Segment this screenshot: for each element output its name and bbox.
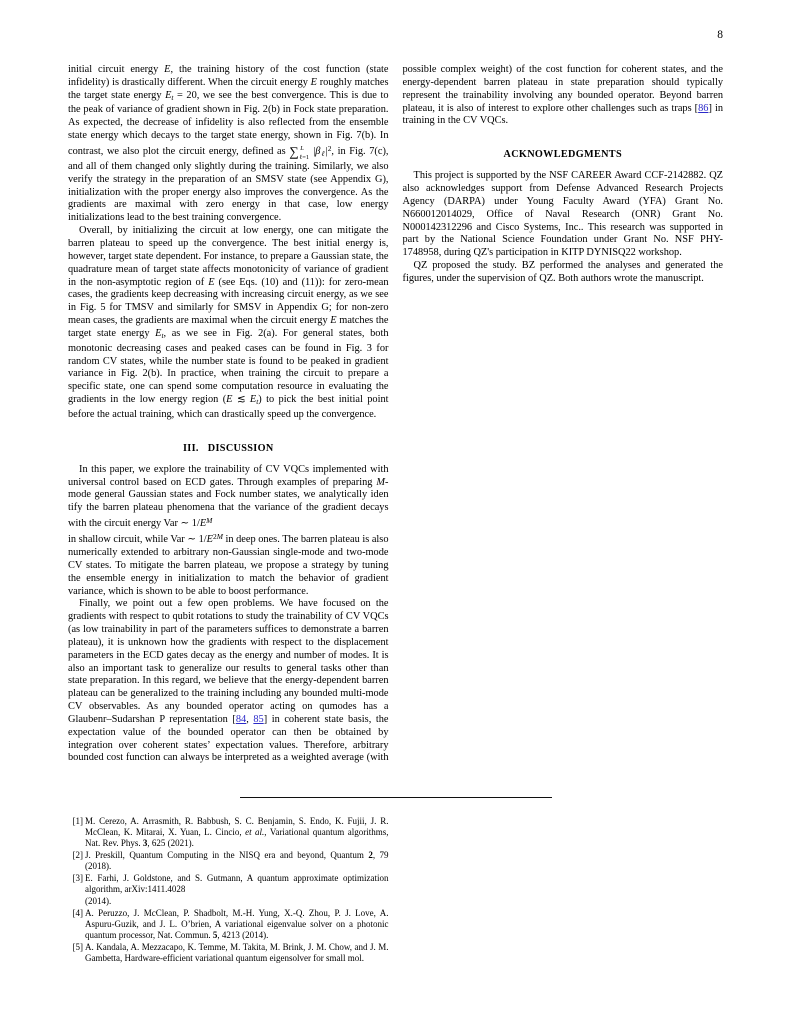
reference-text: A. Kandala, A. Mezzacapo, K. Temme, M. Takita, M. Brink, J. M. Chow, and J. M. Gambetta, Hardware-efficient variational quantum eigensolver for small mol. <box>85 942 389 964</box>
reference-volume: 5 <box>212 930 218 941</box>
section-heading-acknowledgments: ACKNOWLEDGMENTS <box>503 149 622 161</box>
reference-item <box>68 942 389 964</box>
reference-pages: 625 <box>151 838 166 849</box>
paragraph-discussion-intro: In this paper, we explore the trainability of CV VQCs implemented with universal control based on ECD gates. Through examples of preparing M-mode general Gaus​sian states and Fock number states, we analytically iden​tify the barren plateau phenomena that the variance of the gradient decays with the circuit energy Var ∼ $1/E^M$ <box>68 463 389 530</box>
paragraph-contributions: QZ proposed the study. BZ performed the analyses and generated the figures, under the supervision of QZ. Both authors wrote the manuscript. <box>402 260 723 284</box>
citation-link-86[interactable]: 86 <box>698 102 709 114</box>
reference-number: [5] <box>72 942 83 953</box>
section-number: III. <box>182 442 199 454</box>
sum-expression: ∑ L ℓ=1 <box>289 143 310 161</box>
paragraph-shallow-circuit: in shallow circuit, while Var ∼ $1/E^{2M}$ in deep ones. The barren plateau is also numerically extended to arbitrary non-Gaussian single-mode and two-mode CV states. To mitigate the barren plateau, we propose a strategy by tuning the ensemble energy in initialization to match the behavior of gradient variance, which is shown to be able to boost performance. <box>68 532 389 597</box>
reference-number: [3] <box>72 873 83 884</box>
reference-item <box>68 850 389 872</box>
reference-list-left <box>68 816 389 896</box>
reference-year: (2018) <box>85 861 109 872</box>
reference-year: (2014) <box>242 930 267 941</box>
paragraph-open-problems: Finally, we point out a few open problems. We have focused on the gradients with respect to qubit rotations to study the trainability of CV VQCs (as low trainability in part of the parameters suffices to demonstrate a bar​ren plateau), it is unknown how the gradients with re​spect to the displacement parameters in the ECD gates decay as the energy and number of modes. It is also an important task to generalize our results to general tasks other than state preparation. In this regard, we believe that the energy-dependent barren plateau can be generalized to the training including any bounded multi-mode CV observables. As any bounded operator acting on qumodes has a Glaubenr–Sudarshan P repre​sentation [84, 85] in coherent state basis, the expecta​tion value of the bounded operator can then be obtained by integration over coherent states’ expectation values. Therefore, arbitrary bounded cost function can always be interpreted as a weighted average (with possible com​plex weight) of the cost function for coherent states, and the energy-dependent barren plateau in state preparation should typically represent the trainability involving any bounded operator. Beyond barren plateau, it is also of interest to explore other challenges such as traps [86] in training in the CV VQCs. <box>68 64 723 764</box>
paragraph-overall: Overall, by initializing the circuit at low energy, one can mitigate the barren plateau to speed up the conver​gence. The best initial energy is, however, target state dependent. For instance, to prepare a Gaussian state, the quadrature mean of target state affects monotonic​ity of variance of gradient in the non-asymptotic region of E (see Eqs. (10) and (11)): for zero-mean cases, the gradients keep decreasing with increasing circuit energy, as we see in Fig. 5 for TMSV and similarly for SMSV in Appendix G; for non-zero mean cases, the gradients are maximal when the circuit energy E matches the tar​get state energy $E_t$, as we see in Fig. 2(a). For general states, both monotonic decreasing cases and peaked cases can be found in Fig. 3 for random CV states, while the number state is found to be peaked in gradient variance in Fig. 2(b). In practice, when training the circuit to prepare a specific state, one can spend some computa​tion resource in evaluating the gradients in the low en​ergy region (E ≲ $E_t$) to pick the best initial point before the actual training, which can drastically speed up the convergence. <box>68 225 389 420</box>
reference-list-right <box>68 896 389 964</box>
reference-volume: 2 <box>368 850 373 861</box>
reference-year: (2021) <box>167 838 192 849</box>
citation-link-84[interactable]: 84 <box>235 713 247 725</box>
reference-pages: 79 <box>379 850 389 861</box>
reference-text: (2014). <box>85 896 112 907</box>
reference-number: [4] <box>72 908 83 918</box>
references-section <box>68 816 723 1016</box>
paragraph-funding: This project is supported by the NSF CAREER Award CCF-2142882. QZ also acknowledges support from Defense Advanced Research Projects Agency (DARPA) under Young Faculty Award (YFA) Grant No. N660012014029, Office of Naval Research (ONR) Grant No. N000142312296 and Cisco Systems, Inc.. This research was supported in part by the National Science Foundation under Grant No. NSF PHY-1748958, during QZ's participation in KITP DYNISQ22 workshop. <box>402 170 723 259</box>
section-heading-discussion <box>68 442 389 455</box>
reference-item-continuation <box>68 896 389 907</box>
reference-volume: 3 <box>142 838 148 849</box>
page-number: 8 <box>717 29 723 41</box>
citation-link-85[interactable]: 85 <box>253 713 264 725</box>
references-separator-rule <box>240 797 552 798</box>
reference-text: A. Peruzzo, J. McClean, P. Shadbolt, M.-H. Yung, X.-Q. Zhou, P. J. Love, A. Aspuru-Guzik, and J. L. O’brien, A variational eigenvalue solver on a photonic quantum processor, Nat. Commun. 5, 4213 (2014). <box>85 908 389 941</box>
reference-text: M. Cerezo, A. Arrasmith, R. Babbush, S. C. Benjamin, S. Endo, K. Fujii, J. R. McClean, K. Mitarai, X. Yuan, L. Cincio, et al., Variational quantum algorithms, Nat. Rev. Phys. 3, 625 (2021). <box>85 816 389 849</box>
two-column-body <box>68 64 723 776</box>
reference-number: [1] <box>72 816 83 826</box>
reference-item <box>68 816 389 850</box>
reference-item <box>68 873 389 895</box>
reference-item <box>68 908 389 942</box>
section-title: DISCUSSION <box>207 442 274 454</box>
reference-text: E. Farhi, J. Goldstone, and S. Gutmann, A quantum approximate optimization algorithm, arXiv:1411.4028 <box>85 873 389 895</box>
reference-text: J. Preskill, Quantum Computing in the NISQ era and beyond, Quantum 2, 79 (2018). <box>85 850 389 872</box>
reference-number: [2] <box>72 850 83 861</box>
paragraph-continuation: initial circuit energy E, the training history of the cost function (state infidelity) is drastically different. When the circuit energy E roughly matches the target state energy $E_t = 20$, we see the best convergence. This is due to the peak of variance of gradient shown in Fig. 2(b) in Fock state preparation. As expected, the decrease of infidelity is also reflected from the ensemble state energy which decays to the target state energy, shown in Fig. 7(b). In contrast, we also plot the circuit energy, de​fined as ∑ L ℓ=1 $|\beta_\ell|^2$, in Fig. 7(c), and all of them changed only slightly during the training. Similarly, we also ver​ify the strategy in the preparation of an SMSV state (see Appendix G), initialization with the proper energy also improves the convergence. As the gradients are maximal with zero energy in that case, low energy initializations lead to the best training convergence. <box>68 64 389 224</box>
reference-pages: 4213 <box>221 930 240 941</box>
